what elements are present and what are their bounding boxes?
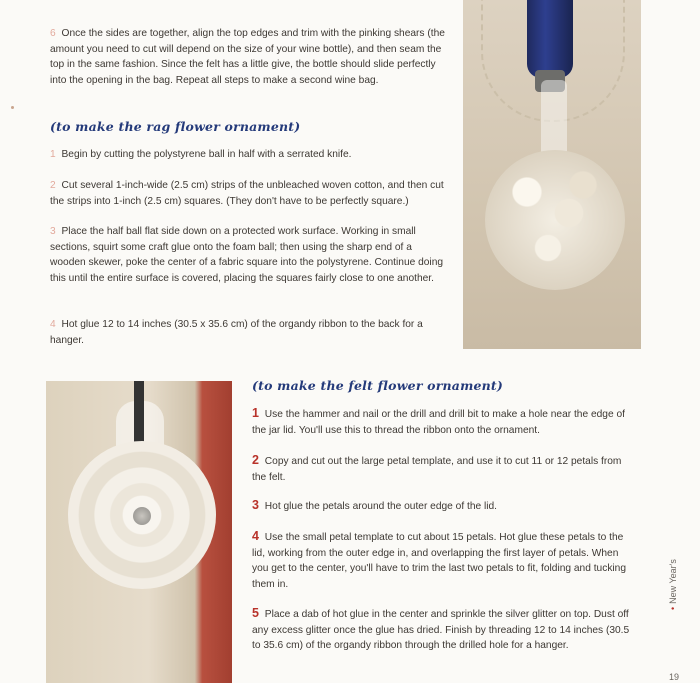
felt-flower-heading: (to make the felt flower ornament) [252,378,504,393]
step-number: 4 [252,529,259,543]
section-running-head [668,550,684,610]
wine-bottle [527,0,573,78]
step-text: Once the sides are together, align the top edges and trim with the pinking shears (the amount you need to cut will depend on the size of your wine bottle), and then seam the top in the same fashion. Since the felt has a little give, the bottle should slide perfectly into the opening in the bag. Repeat all steps to make a second wine bag. [50,28,445,86]
step-number: 6 [50,28,56,39]
step-text: Cut several 1-inch-wide (2.5 cm) strips of the unbleached woven cotton, and then cut the strips into 1-inch (2.5 cm) squares. (They don't have to be perfectly square.) [50,180,444,207]
rag-step-1 [50,147,450,163]
page-number: 19 [669,672,680,682]
bullet-icon: • [668,606,678,610]
page-speck [11,106,14,109]
rag-step-2 [50,178,450,209]
step-text: Place the half ball flat side down on a protected work surface. Working in small sections, squirt some craft glue onto the foam ball; then using the sharp end of a wooden skewer, poke the center of a fabric square into the polystyrene. Continue doing this until the entire surface is covered, placing the squares fairly close to one another. [50,226,444,284]
rag-flower-ornament [485,150,625,290]
rag-flower-heading: (to make the rag flower ornament) [50,119,301,134]
step-text: Use the small petal template to cut about 15 petals. Hot glue these petals to the lid, working from the outer edge in, and overlapping the first layer of petals. When you get to the center, you'll have to trim the last two petals to fit, folding and tucking them in. [252,532,627,590]
felt-step-2 [252,453,637,485]
step-number: 5 [252,606,259,620]
felt-step-1 [252,406,637,438]
step-number: 2 [252,453,259,467]
step-text: Place a dab of hot glue in the center and sprinkle the silver glitter on top. Dust off any excess glitter once the glue has dried. Finish by threading 12 to 14 inches (30.5 to 35.6 cm) of the organdy ribbon through the drilled hole for a hanger. [252,609,630,651]
step-6-paragraph [50,26,450,88]
felt-step-4 [252,529,637,592]
step-text: Hot glue 12 to 14 inches (30.5 x 35.6 cm) of the organdy ribbon to the back for a hanger. [50,319,423,346]
felt-flower-photo [46,381,232,683]
section-label: New Year's [668,559,678,604]
step-text: Begin by cutting the polystyrene ball in half with a serrated knife. [61,149,352,160]
rag-step-3 [50,224,450,286]
step-text: Copy and cut out the large petal template, and use it to cut 11 or 12 petals from the felt. [252,456,622,483]
step-number: 3 [252,498,259,512]
rag-step-4 [50,317,450,348]
step-text: Hot glue the petals around the outer edge of the lid. [264,501,498,512]
step-number: 2 [50,180,56,191]
step-text: Use the hammer and nail or the drill and drill bit to make a hole near the edge of the jar lid. You'll use this to thread the ribbon onto the ornament. [252,409,625,436]
wine-bag-photo [463,0,641,349]
step-number: 4 [50,319,56,330]
felt-step-5 [252,606,637,654]
glitter-center [133,507,151,525]
step-number: 3 [50,226,56,237]
felt-step-3 [252,498,637,515]
step-number: 1 [50,149,56,160]
step-number: 1 [252,406,259,420]
